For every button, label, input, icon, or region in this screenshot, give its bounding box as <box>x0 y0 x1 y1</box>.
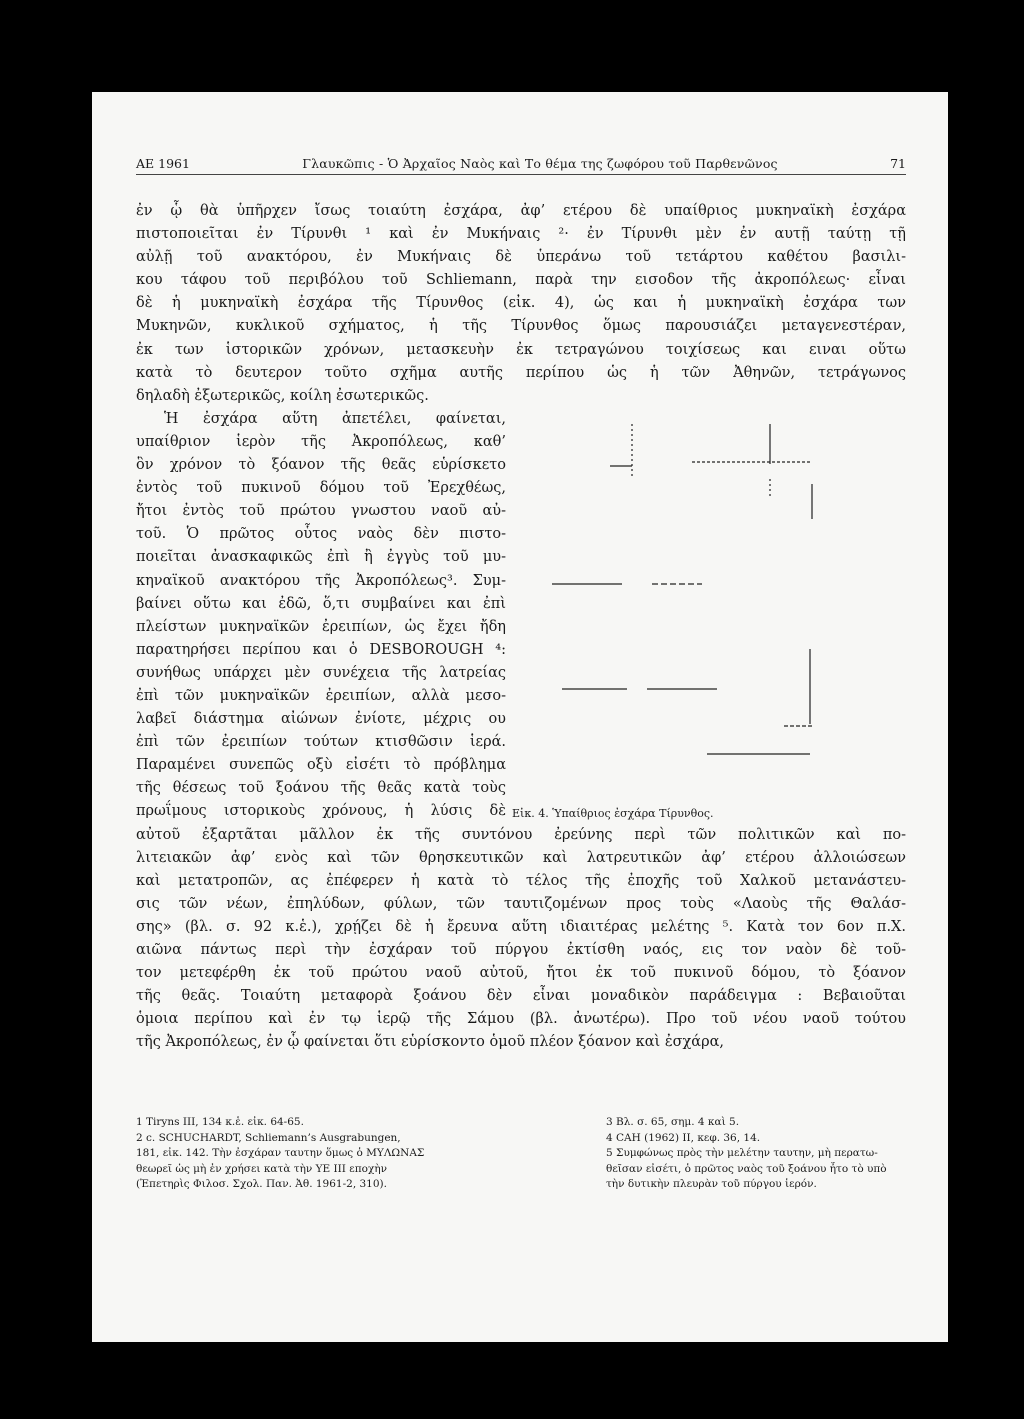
footnotes <box>136 1115 906 1193</box>
text-line: σις τῶν νέων, ἐπηλύδων, φύλων, τῶν ταυτιζομένων προς τοὺς «Λαοὺς τῆς Θαλάσ- <box>136 895 906 912</box>
text-line: κηναϊκοῦ ανακτόρου τῆς Ἀκροπόλεως³. Συμ- <box>136 572 506 589</box>
text-line: κου τάφου τοῦ περιβόλου τοῦ Schliemann, παρὰ την εισοδον τῆς ἀκροπόλεως· εἶναι <box>136 272 906 289</box>
text-line: αιῶνα πάντως περὶ τὴν ἐσχάραν τοῦ πύργου ἐκτίσθη ναός, εις τον ναὸν δὲ τοῦ- <box>136 942 906 958</box>
figure-4-plan <box>512 424 857 804</box>
text-line: ἐπὶ τῶν ἐρειπίων τούτων κτισθῶσιν ἱερά. <box>136 734 506 751</box>
paragraph-narrow <box>136 408 506 824</box>
footnotes-left <box>136 1115 481 1193</box>
text-line: τῆς Ἀκροπόλεως, ἐν ᾧ φαίνεται ὅτι εὑρίσκοντο ὁμοῦ πλέον ξόανον καὶ ἐσχάρα, <box>136 1034 725 1051</box>
text-line: ἐντὸς τοῦ πυκινοῦ δόμου τοῦ Ἐρεχθέως, <box>136 480 506 497</box>
text-line: Παραμένει συνεπῶς οξὺ εἰσέτι τὸ πρόβλημα <box>136 757 506 774</box>
text-line: ἐν ᾧ θὰ ὑπῆρχεν ἴσως τοιαύτη ἐσχάρα, ἀφ’ ετέρου δὲ υπαίθριος μυκηναϊκὴ ἐσχάρα <box>136 203 906 219</box>
text-line: βαίνει οὕτω και ἐδῶ, ὅ,τι συμβαίνει και ἐπὶ <box>136 595 506 612</box>
text-line: λιτειακῶν ἀφ’ ενὸς καὶ τῶν θρησκευτικῶν καὶ λατρευτικῶν ἀφ’ ετέρου ἀλλοιώσεων <box>136 849 906 866</box>
text-line: τον μετεφέρθη ἐκ τοῦ πρώτου ναοῦ αὐτοῦ, ἤτοι ἐκ τοῦ πυκινοῦ δόμου, τὸ ξόανον <box>136 965 906 982</box>
text-line: ἤτοι ἐντὸς τοῦ πρώτου γνωστου ναοῦ αὐ- <box>136 503 506 520</box>
footnote-line: 181, εἰκ. 142. Τὴν ἐσχάραν ταυτην ὅμως ὁ ΜΥΛΩΝΑΣ <box>136 1147 425 1159</box>
footnote-line: (Ἐπετηρὶς Φιλοσ. Σχολ. Παν. Ἀθ. 1961-2, 310). <box>136 1178 387 1190</box>
text-line: τῆς θεᾶς. Τοιαύτη μεταφορὰ ξοάνου δὲν εἶναι μοναδικὸν παράδειγμα : Βεβαιοῦται <box>136 988 906 1005</box>
journal-ref: ΑΕ 1961 <box>136 156 190 171</box>
text-line: ποιεῖται ἀνασκαφικῶς ἐπὶ ἢ ἐγγὺς τοῦ μυ- <box>136 549 506 566</box>
document-page <box>92 92 948 1342</box>
footnote-line: 3 Βλ. σ. 65, σημ. 4 καὶ 5. <box>606 1116 740 1128</box>
text-line: τῆς θέσεως τοῦ ξοάνου τῆς θεᾶς κατὰ τοὺς <box>136 780 506 797</box>
figure-caption: Εἰκ. 4. Ὑπαίθριος ἐσχάρα Τίρυνθος. <box>512 807 714 820</box>
text-line: ἐκ των ἱστορικῶν χρόνων, μετασκευὴν ἐκ τετραγώνου τοιχίσεως και ειναι οὕτω <box>136 341 906 358</box>
text-line: ὃν χρόνον τὸ ξόανον τῆς θεᾶς εὑρίσκετο <box>136 457 506 474</box>
footnote-line: 5 Συμφώνως πρὸς τὴν μελέτην ταυτην, μὴ περατω- <box>606 1147 878 1159</box>
page-number: 71 <box>890 156 906 171</box>
text-line: συνήθως υπάρχει μὲν συνέχεια τῆς λατρείας <box>136 664 506 681</box>
text-line: πιστοποιεῖται ἐν Τίρυνθι ¹ καὶ ἐν Μυκήναις ²· ἐν Τίρυνθι μὲν ἐν αυτῇ ταύτῃ τῇ <box>136 226 906 243</box>
text-line: Μυκηνῶν, κυκλικοῦ σχήματος, ἡ τῆς Τίρυνθος ὅμως παρουσιάζει μεταγενεστέραν, <box>136 318 906 335</box>
footnote-line: 4 CAH (1962) II, κεφ. 36, 14. <box>606 1131 761 1144</box>
paragraph-top <box>136 200 906 408</box>
text-line: κατὰ τὸ δευτερον τοῦτο σχῆμα αυτῆς περίπου ὡς ἡ τῶν Ἀθηνῶν, τετράγωνος <box>136 364 906 381</box>
text-line: πλείστων μυκηναϊκῶν ἐρειπίων, ὡς ἔχει ἤδη <box>136 618 506 635</box>
footnote-line: 1 Tiryns III, 134 κ.ἑ. εἰκ. 64-65. <box>136 1116 304 1128</box>
text-line: ὁμοια περίπου καὶ ἐν τῳ ἱερῷ τῆς Σάμου (βλ. ἀνωτέρω). Προ τοῦ νέου ναοῦ τούτου <box>136 1011 906 1028</box>
footnote-line: τὴν δυτικὴν πλευρὰν τοῦ πύργου ἱερόν. <box>606 1178 817 1190</box>
footnotes-right <box>606 1115 906 1193</box>
paragraph-bottom <box>136 824 906 1055</box>
text-line: πρωΐμους ιστορικοὺς χρόνους, ἡ λύσις δὲ <box>136 803 506 820</box>
text-line: λαβεῖ διάστημα αἰώνων ἐνίοτε, μέχρις ου <box>136 711 506 728</box>
text-line: καὶ μετατροπῶν, ας ἐπέφερεν ἡ κατὰ τὸ τέλος τῆς ἐποχῆς τοῦ Χαλκοῦ μετανάστευ- <box>136 872 906 889</box>
text-line: υπαίθριον ἱερὸν τῆς Ἀκροπόλεως, καθ’ <box>136 433 506 450</box>
text-line: ἐπὶ τῶν μυκηναϊκῶν ἐρειπίων, αλλὰ μεσο- <box>136 687 506 704</box>
footnote-line: θεωρεῖ ὡς μὴ ἐν χρήσει κατὰ τὴν ΥΕ III εποχὴν <box>136 1162 387 1175</box>
text-line: Ἡ ἐσχάρα αὕτη ἀπετέλει, φαίνεται, <box>164 410 506 427</box>
text-line: αὐλῇ τοῦ ανακτόρου, ἐν Μυκήναις δὲ ὑπεράνω τοῦ τετάρτου καθέτου βασιλι- <box>136 249 906 266</box>
text-line: δηλαδὴ ἐξωτερικῶς, κοίλη ἐσωτερικῶς. <box>136 387 429 404</box>
text-line: σης» (βλ. σ. 92 κ.ἑ.), χρῄζει δὲ ἡ ἔρευνα αὕτη ιδιαιτέρας μελέτης ⁵. Κατὰ τον 6ον π.Χ. <box>136 918 906 935</box>
footnote-line: θεῖσαν εἰσέτι, ὁ πρῶτος ναὸς τοῦ ξοάνου ἦτο τὸ υπὸ <box>606 1162 887 1175</box>
text-line: τοῦ. Ὁ πρῶτος οὗτος ναὸς δὲν πιστο- <box>136 526 506 543</box>
text-line: δὲ ἡ μυκηναϊκὴ ἐσχάρα τῆς Τίρυνθος (εἰκ. 4), ὡς και ἡ μυκηναϊκὴ ἐσχάρα των <box>136 295 906 312</box>
hearth-plan-drawing <box>512 424 857 804</box>
text-line: παρατηρήσει περίπου και ὁ DESBOROUGH ⁴: <box>136 641 506 658</box>
text-line: αὐτοῦ ἐξαρτᾶται μᾶλλον ἐκ τῆς συντόνου ἐρεύνης περὶ τῶν πολιτικῶν καὶ πο- <box>136 826 906 843</box>
running-header <box>136 156 906 175</box>
header-title: Γλαυκῶπις - Ὁ Ἀρχαῖος Ναὸς καὶ Το θέμα της ζωφόρου τοῦ Παρθενῶνος <box>302 156 778 171</box>
footnote-line: 2 c. SCHUCHARDT, Schliemann’s Ausgrabungen, <box>136 1131 401 1144</box>
